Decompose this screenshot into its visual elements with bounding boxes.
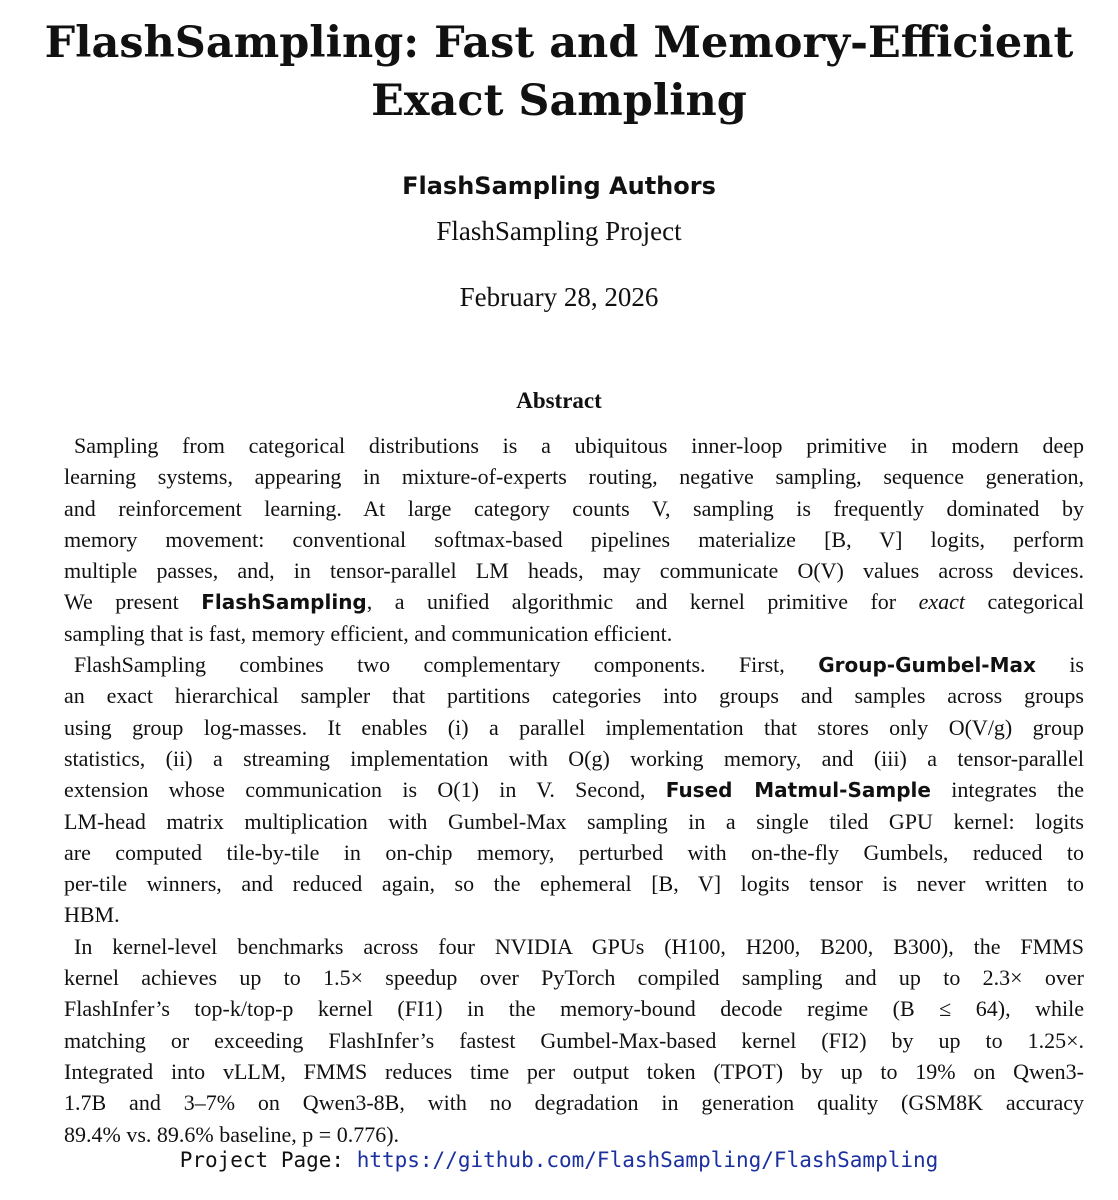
project-page-label: Project Page: — [179, 1148, 357, 1172]
abstract-line: Sampling from categorical distributions is a ubiquitous inner-loop primitive in modern deep — [74, 433, 1084, 458]
abstract-line: 89.4% vs. 89.6% baseline, p = 0.776). — [64, 1121, 400, 1147]
project-page-line — [0, 1146, 1118, 1174]
abstract-paragraph-2 — [64, 649, 1084, 931]
abstract-heading: Abstract — [516, 388, 602, 413]
abstract-line: learning systems, appearing in mixture-of-experts routing, negative sampling, sequence generation, — [64, 464, 1084, 490]
abstract-line: sampling that is fast, memory efficient, and communication efficient. — [64, 620, 673, 646]
abstract-line: Integrated into vLLM, FMMS reduces time per output token (TPOT) by up to 19% on Qwen3- — [64, 1058, 1084, 1084]
term-flashsampling: FlashSampling — [201, 590, 367, 615]
abstract-line: multiple passes, and, in tensor-parallel LM heads, may communicate O(V) values across devices. — [64, 558, 1084, 584]
abstract-line: an exact hierarchical sampler that partitions categories into groups and samples across groups — [64, 683, 1084, 709]
publication-date: February 28, 2026 — [459, 282, 659, 312]
project-page-link[interactable]: https://github.com/FlashSampling/FlashSampling — [356, 1148, 939, 1172]
abstract-paragraph-1 — [64, 430, 1084, 649]
author-name: FlashSampling Authors — [402, 172, 716, 200]
text-run: We present — [64, 589, 202, 615]
paper-title-line-1: FlashSampling: Fast and Memory-Efficient — [44, 18, 1074, 68]
text-run: FlashSampling combines two complementary components. First, — [74, 652, 819, 678]
abstract-line — [64, 774, 1084, 805]
abstract-line: statistics, (ii) a streaming implementation with O(g) working memory, and (iii) a tensor-parallel — [64, 745, 1084, 771]
text-run: extension whose communication is O(1) in V. Second, — [64, 777, 666, 803]
abstract-line: kernel achieves up to 1.5× speedup over PyTorch compiled sampling and up to 2.3× over — [64, 965, 1084, 991]
abstract-line: HBM. — [64, 902, 120, 928]
abstract-line: and reinforcement learning. At large category counts V, sampling is frequently dominated by — [64, 495, 1084, 521]
abstract-paragraph-3 — [64, 931, 1084, 1150]
paper-title — [0, 14, 1118, 130]
abstract-line: memory movement: conventional softmax-based pipelines materialize [B, V] logits, perform — [64, 526, 1084, 552]
abstract-line — [64, 649, 1084, 680]
abstract-line: per-tile winners, and reduced again, so the ephemeral [B, V] logits tensor is never written to — [64, 871, 1084, 897]
abstract-line — [64, 586, 1084, 617]
abstract-line: LM-head matrix multiplication with Gumbel-Max sampling in a single tiled GPU kernel: logits — [64, 808, 1084, 834]
abstract-line: using group log-masses. It enables (i) a parallel implementation that stores only O(V/g) group — [64, 714, 1084, 740]
abstract-body — [64, 430, 1084, 1150]
abstract-line: matching or exceeding FlashInfer’s fastest Gumbel-Max-based kernel (FI2) by up to 1.25×. — [64, 1027, 1084, 1053]
text-run: categorical — [965, 589, 1084, 615]
abstract-line: are computed tile-by-tile in on-chip memory, perturbed with on-the-fly Gumbels, reduced to — [64, 839, 1084, 865]
term-fused-matmul-sample: Fused Matmul-Sample — [665, 778, 931, 803]
abstract-line: In kernel-level benchmarks across four NVIDIA GPUs (H100, H200, B200, B300), the FMMS — [74, 933, 1084, 959]
abstract-line: 1.7B and 3–7% on Qwen3-8B, with no degradation in generation quality (GSM8K accuracy — [64, 1090, 1084, 1116]
text-run: integrates the — [930, 777, 1084, 803]
abstract-line: FlashInfer’s top-k/top-p kernel (FI1) in the memory-bound decode regime (B ≤ 64), while — [64, 996, 1084, 1022]
emphasis-exact: exact — [918, 589, 966, 615]
term-group-gumbel-max: Group-Gumbel-Max — [818, 653, 1036, 678]
text-run: , a unified algorithmic and kernel primitive for — [366, 589, 919, 615]
affiliation: FlashSampling Project — [436, 216, 682, 246]
text-run: is — [1035, 652, 1084, 678]
paper-title-line-2: Exact Sampling — [371, 76, 747, 126]
